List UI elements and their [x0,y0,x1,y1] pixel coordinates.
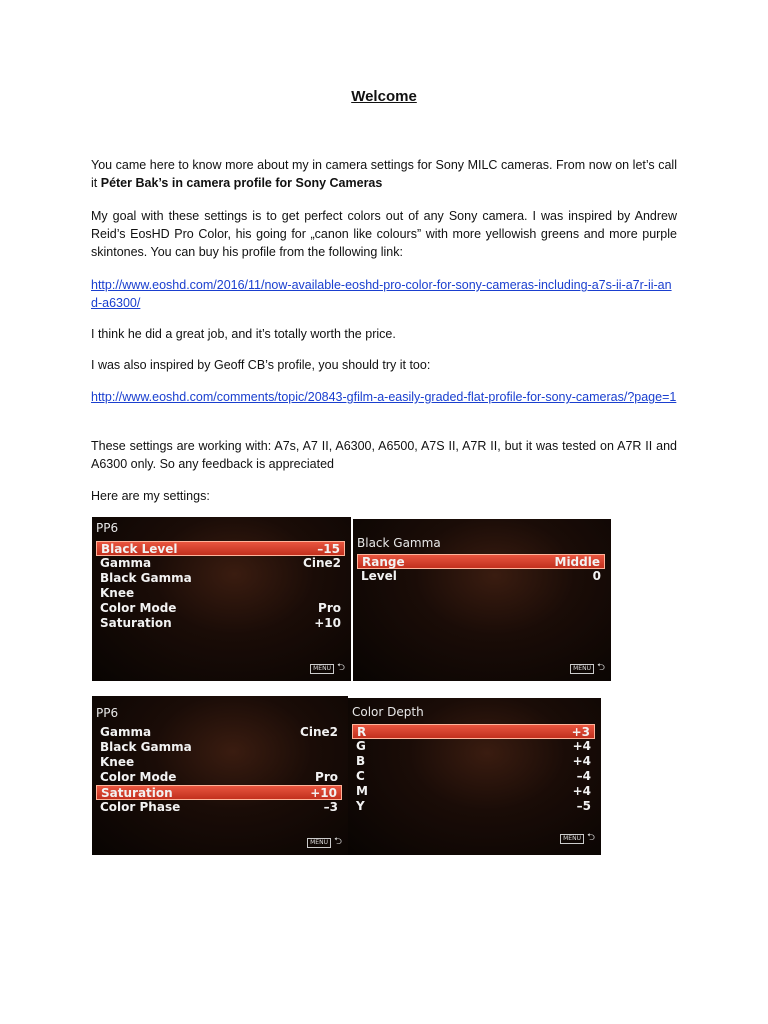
link-paragraph-1 [91,276,677,312]
menu-row-gamma [96,725,342,740]
panel-title: PP6 [96,706,119,720]
row-label: Color Mode [100,770,177,784]
row-label: Black Gamma [100,740,192,754]
intro-text: You came here to know more about my in camera settings for Sony MILC cameras. From now on let’s call it [91,158,677,190]
menu-row-knee [96,586,345,601]
color-depth-settings-screenshot [348,698,601,855]
row-value: +4 [572,754,591,768]
menu-row-level [357,569,605,584]
row-value: 0 [592,569,601,583]
back-arrow-icon: ⮌ [336,662,345,673]
row-value: –5 [576,799,591,813]
menu-row-color-mode [96,770,342,785]
menu-button-icon: MENU [560,834,584,844]
row-value: +4 [572,739,591,753]
row-label: Black Level [101,542,178,556]
row-label: Saturation [101,786,173,800]
menu-row-black-gamma [96,571,345,586]
panel-footer [307,834,342,851]
row-value: +4 [572,784,591,798]
menu-row-saturation [96,616,345,631]
row-label: M [356,784,368,798]
row-label: Range [362,555,405,569]
row-value: Middle [554,555,600,569]
row-label: C [356,769,365,783]
menu-row-knee [96,755,342,770]
row-label: Level [361,569,397,583]
link-paragraph-2 [91,388,677,406]
pp6-color-phase-screenshot [92,696,348,855]
black-gamma-settings-screenshot [353,519,611,681]
menu-button-icon: MENU [310,664,334,674]
row-label: Saturation [100,616,172,630]
row-value: +10 [310,786,337,800]
panel-footer [560,830,595,847]
menu-row-color-phase [96,800,342,815]
intro-paragraph [91,156,677,192]
panel-title: Black Gamma [357,536,441,550]
back-arrow-icon: ⮌ [596,662,605,673]
panel-footer [570,660,605,677]
panel-title: PP6 [96,521,119,535]
row-label: Y [356,799,365,813]
menu-row-m [352,784,595,799]
compatibility-paragraph: These settings are working with: A7s, A7 II, A6300, A6500, A7S II, A7R II, but it was tested on A7R II and A6300 only. So any feedback is appreciated [91,439,677,471]
menu-row-color-mode [96,601,345,616]
row-label: Black Gamma [100,571,192,585]
menu-row-r [352,724,595,739]
inspired-paragraph: I was also inspired by Geoff CB’s profile, you should try it too: [91,358,431,372]
row-value: +3 [571,725,590,739]
row-value: Cine2 [303,556,341,570]
row-value: +10 [314,616,341,630]
row-label: G [356,739,366,753]
back-arrow-icon: ⮌ [333,836,342,847]
row-value: –4 [576,769,591,783]
menu-row-g [352,739,595,754]
menu-row-saturation [96,785,342,800]
back-arrow-icon: ⮌ [586,832,595,843]
menu-row-b [352,754,595,769]
menu-button-icon: MENU [307,838,331,848]
row-label: B [356,754,366,768]
row-value: –3 [323,800,338,814]
menu-row-y [352,799,595,814]
settings-heading: Here are my settings: [91,489,210,503]
gfilm-profile-link[interactable]: http://www.eoshd.com/comments/topic/20843-gfilm-a-easily-graded-flat-profile-for-sony-cameras/?page=1 [91,390,677,404]
row-label: Gamma [100,556,152,570]
panel-title: Color Depth [352,705,424,719]
menu-row-black-level [96,541,345,556]
menu-row-c [352,769,595,784]
row-value: Pro [315,770,338,784]
row-label: Color Phase [100,800,181,814]
document-title: Welcome [351,88,417,105]
profile-name: Péter Bak’s in camera profile for Sony Cameras [100,176,383,190]
goal-paragraph: My goal with these settings is to get perfect colors out of any Sony camera. I was inspired by Andrew Reid’s EosHD Pro Color, his going for „canon like colours” with more yellowish greens and more purple skintones. You can buy his profile from the following link: [91,209,677,259]
row-label: Gamma [100,725,152,739]
menu-row-range [357,554,605,569]
pp6-settings-screenshot [92,517,351,681]
great-job-paragraph: I think he did a great job, and it’s totally worth the price. [91,327,396,341]
row-label: Color Mode [100,601,177,615]
panel-footer [310,660,345,677]
eoshd-pro-color-link[interactable]: http://www.eoshd.com/2016/11/now-available-eoshd-pro-color-for-sony-cameras-including-a7s-ii-a7r-ii-and-a6300/ [91,278,672,310]
row-value: Cine2 [300,725,338,739]
menu-row-black-gamma [96,740,342,755]
row-label: R [357,725,367,739]
menu-button-icon: MENU [570,664,594,674]
row-label: Knee [100,586,135,600]
row-value: –15 [317,542,340,556]
row-label: Knee [100,755,135,769]
menu-row-gamma [96,556,345,571]
row-value: Pro [318,601,341,615]
